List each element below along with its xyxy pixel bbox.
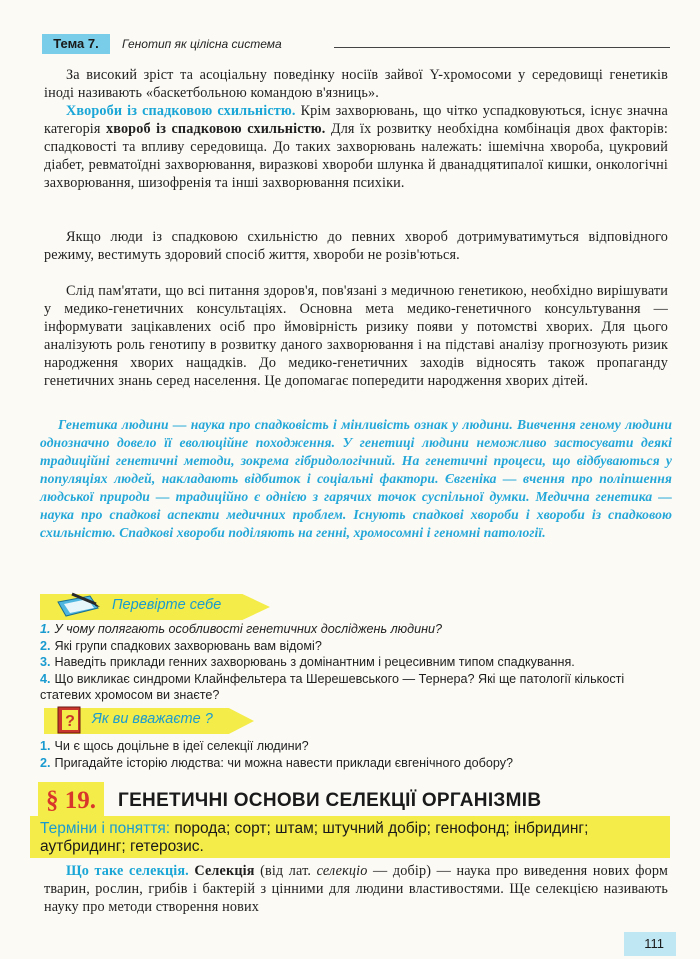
- question-item: [40, 671, 668, 704]
- question-book-icon: [54, 704, 88, 736]
- paragraph-text: [44, 862, 668, 916]
- topic-badge: Тема 7.: [42, 34, 110, 54]
- question-item: [40, 621, 668, 638]
- latin-term: селекціо: [316, 863, 368, 879]
- question-number: 1.: [40, 622, 51, 636]
- question-number: 2.: [40, 755, 51, 770]
- paragraph-text: За високий зріст та асоціальну поведінку носіїв зайвої Y-хромосоми у середовищі генетиків іноді називають «баскетбольною командою в'язниць».: [44, 67, 668, 101]
- question-item: [40, 654, 668, 671]
- what-do-you-think-list: [40, 738, 668, 771]
- page-number: 111: [644, 936, 664, 951]
- question-number: 2.: [40, 638, 51, 653]
- header-rule: [334, 47, 670, 48]
- check-yourself-banner: [40, 594, 270, 620]
- question-text: Чи є щось доцільне в ідеї селекції людини?: [54, 739, 309, 753]
- paragraph-4: [44, 282, 668, 390]
- what-do-you-think-title: Як ви вважаєте ?: [92, 711, 213, 727]
- what-do-you-think-banner: [44, 708, 254, 734]
- question-text: Що викликає синдроми Клайнфельтера та Шерешевського — Тернера? Які ще патології кількості статевих хромосом ви знаєте?: [40, 671, 625, 702]
- svg-text:?: ?: [65, 713, 75, 730]
- paragraph-text: Якщо люди із спадковою схильністю до певних хвороб дотримуватимуться відповідного режиму, вестимуть здоровий спосіб життя, хвороби не розів'ються.: [44, 229, 668, 263]
- question-number: 1.: [40, 739, 51, 753]
- closing-paragraph: [44, 862, 668, 916]
- question-text: Які групи спадкових захворювань вам відомі?: [54, 638, 322, 653]
- lead-term: Хвороби із спадковою схильністю.: [66, 103, 296, 119]
- summary-text: Генетика людини — наука про спадковість і мінливість ознак у людини. Вивчення геному людини однозначно довело її еволюційне походження. У генетиці людини неможливо застосувати деякі традиційні генетичні методи, зокрема гібридологічний. На генетичні процеси, що відбуваються у популяціях людей, накладають відбиток і соціальні фактори. Євгеніка — вчення про поліпшення людської природи — традиційно є однією з гарячих точок суспільної думки. Медична генетика — наука про спадкові аспекти медичних проблем. Існують спадкові хвороби і хвороби із спадковою схильністю. Спадкові хвороби поділяють на генні, хромосомні і геномні патології.: [40, 417, 672, 540]
- bold-term: Селекція: [188, 863, 255, 879]
- lead-term: Що таке селекція.: [66, 863, 189, 879]
- check-yourself-list: [40, 621, 668, 704]
- terms-label: Терміни і поняття:: [40, 820, 171, 837]
- text-span: Крім захворювань, що чітко успадковуються, існує значна категорія: [44, 103, 668, 137]
- paragraph-3: [44, 228, 668, 264]
- paragraph-text: Слід пам'ятати, що всі питання здоров'я, пов'язані з медичною генетикою, необхідно вирішувати у медико-генетичних консультаціях. Основна мета медико-генетичного консультування — інформувати зацікавлених осіб про ймовірність ризику появи у потомстві хворих. Для цього аналізують роль генотипу в розвитку даного захворювання і на підставі аналізу прогнозують ризик народження хворих нащадків. До медико-генетичних заходів відносять також пропаганду генетичних знань серед населення. Це допомагає попередити народження хворих дітей.: [44, 283, 668, 389]
- section-number: § 19.: [38, 782, 104, 820]
- text-span: — добір) — наука про виведення нових форм тварин, рослин, грибів і бактерій з цінними для людини властивостями. Ще селекцією називають науку про методи створення нових: [44, 863, 668, 915]
- question-text: У чому полягають особливості генетичних досліджень людини?: [54, 622, 443, 636]
- terms-box: [30, 816, 670, 858]
- question-item: [40, 638, 668, 655]
- question-text: Пригадайте історію людства: чи можна навести приклади євгенічного добору?: [54, 755, 514, 770]
- question-number: 3.: [40, 655, 51, 669]
- section-title: ГЕНЕТИЧНІ ОСНОВИ СЕЛЕКЦІЇ ОРГАНІЗМІВ: [118, 790, 542, 811]
- text-span: (від лат.: [254, 863, 317, 879]
- bold-term: хвороб із спадковою схильністю.: [105, 121, 326, 137]
- text-span: Для їх розвитку необхідна комбінація двох факторів: спадковості та впливу середовища. До таких захворювань належать: ішемічна хвороба, цукровий діабет, ревматоїдні захворювання, виразкові хвороби шлунка й дванадцятипалої кишки, онкологічні захворювання, шизофренія та інші захворювання психіки.: [44, 121, 668, 191]
- notepad-pencil-icon: [54, 590, 102, 620]
- section-header: [38, 782, 670, 820]
- paragraph-text: [44, 102, 668, 192]
- paragraph-2: [44, 102, 668, 192]
- question-item: [40, 755, 668, 772]
- paragraph-1: [44, 66, 668, 102]
- topic-header: [42, 34, 670, 54]
- topic-title: Генотип як цілісна система: [122, 37, 282, 51]
- question-text: Наведіть приклади генних захворювань з домінантним і рецесивним типом спадкування.: [54, 655, 575, 669]
- question-number: 4.: [40, 671, 51, 686]
- terms-list: порода; сорт; штам; штучний добір; генофонд; інбридинг; аутбридинг; гетерозис.: [40, 820, 589, 855]
- check-yourself-title: Перевірте себе: [112, 597, 222, 613]
- question-item: [40, 738, 668, 755]
